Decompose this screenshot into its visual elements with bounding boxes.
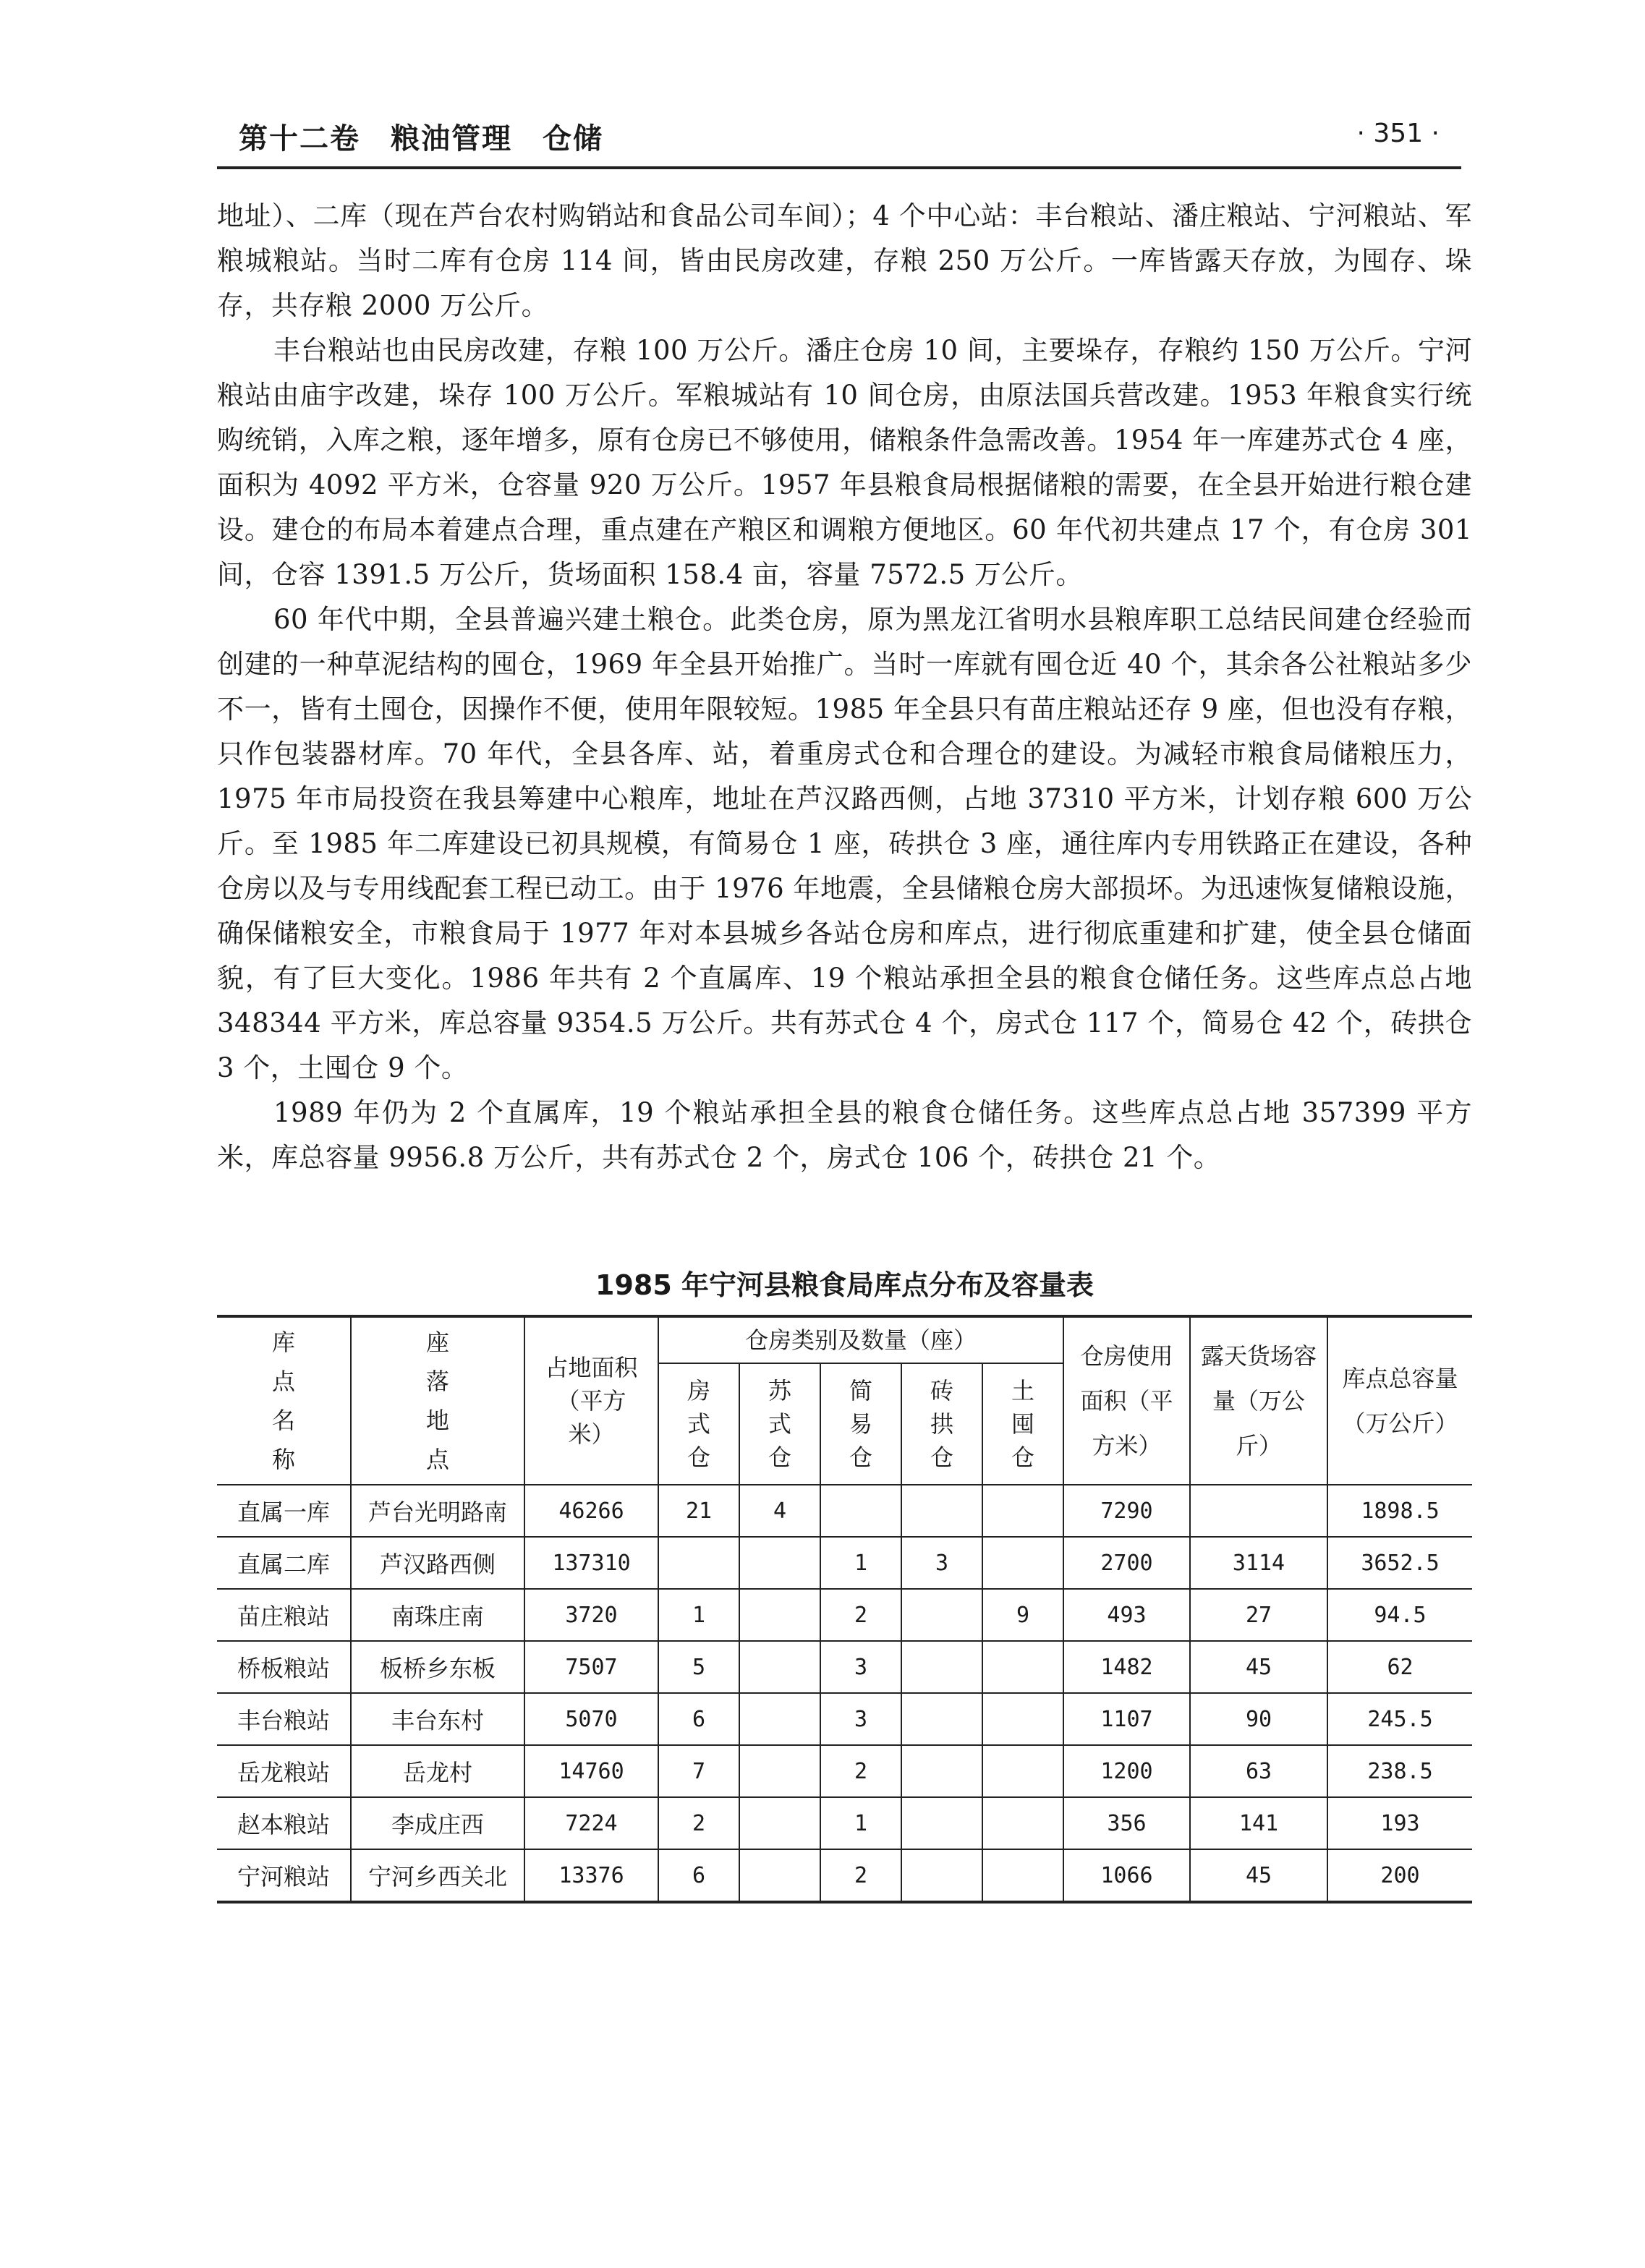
cell-tu (982, 1849, 1063, 1902)
table-row (217, 1485, 1472, 1537)
cell-fang: 5 (658, 1641, 739, 1693)
header-type-fang: 房式仓 (658, 1363, 739, 1485)
cell-area: 7507 (524, 1641, 658, 1693)
cell-location: 岳龙村 (351, 1745, 524, 1797)
header-open-yard: 露天货场容量（万公斤） (1190, 1316, 1327, 1485)
cell-tu (982, 1641, 1063, 1693)
cell-open-yard: 27 (1190, 1589, 1327, 1641)
cell-area: 5070 (524, 1693, 658, 1745)
cell-location: 李成庄西 (351, 1797, 524, 1849)
cell-zhuan (901, 1849, 982, 1902)
cell-location: 宁河乡西关北 (351, 1849, 524, 1902)
header-warehouse-group: 仓房类别及数量（座） (658, 1316, 1063, 1363)
cell-location: 芦台光明路南 (351, 1485, 524, 1537)
cell-name: 直属一库 (217, 1485, 351, 1537)
cell-area: 13376 (524, 1849, 658, 1902)
cell-name: 苗庄粮站 (217, 1589, 351, 1641)
cell-tu (982, 1693, 1063, 1745)
cell-jian: 2 (820, 1589, 901, 1641)
cell-total: 62 (1327, 1641, 1472, 1693)
header-location: 座落地点 (351, 1316, 524, 1485)
body-text (217, 194, 1472, 1180)
cell-zhuan (901, 1641, 982, 1693)
cell-fang: 21 (658, 1485, 739, 1537)
cell-name: 赵本粮站 (217, 1797, 351, 1849)
cell-su (739, 1537, 820, 1589)
cell-zhuan (901, 1693, 982, 1745)
table-row (217, 1589, 1472, 1641)
cell-name: 岳龙粮站 (217, 1745, 351, 1797)
cell-use-area: 493 (1063, 1589, 1190, 1641)
cell-name: 直属二库 (217, 1537, 351, 1589)
paragraph: 丰台粮站也由民房改建，存粮 100 万公斤。潘庄仓房 10 间，主要垛存，存粮约 150 万公斤。宁河粮站由庙宇改建，垛存 100 万公斤。军粮城站有 10 间仓房，由原法国兵营改建。1953 年粮食实行统购统销，入库之粮，逐年增多，原有仓房已不够使用，储粮条件急需改善。1954 年一库建苏式仓 4 座，面积为 4092 平方米，仓容量 920 万公斤。1957 年县粮食局根据储粮的需要，在全县开始进行粮仓建设。建仓的布局本着建点合理，重点建在产粮区和调粮方便地区。60 年代初共建点 17 个，有仓房 301 间，仓容 1391.5 万公斤，货场面积 158.4 亩，容量 7572.5 万公斤。 (217, 335, 1472, 590)
section-title: 第十二卷 粮油管理 仓储 (239, 122, 603, 155)
cell-zhuan (901, 1745, 982, 1797)
cell-area: 3720 (524, 1589, 658, 1641)
header-area: 占地面积（平方米） (524, 1316, 658, 1485)
cell-open-yard: 3114 (1190, 1537, 1327, 1589)
table-row (217, 1693, 1472, 1745)
cell-zhuan (901, 1485, 982, 1537)
cell-open-yard: 45 (1190, 1849, 1327, 1902)
cell-jian: 1 (820, 1537, 901, 1589)
cell-tu (982, 1745, 1063, 1797)
cell-area: 46266 (524, 1485, 658, 1537)
cell-total: 245.5 (1327, 1693, 1472, 1745)
paragraph: 60 年代中期，全县普遍兴建土粮仓。此类仓房，原为黑龙江省明水县粮库职工总结民间建仓经验而创建的一种草泥结构的囤仓，1969 年全县开始推广。当时一库就有囤仓近 40 个，其余各公社粮站多少不一，皆有土囤仓，因操作不便，使用年限较短。1985 年全县只有苗庄粮站还存 9 座，但也没有存粮，只作包装器材库。70 年代，全县各库、站，着重房式仓和合理仓的建设。为减轻市粮食局储粮压力，1975 年市局投资在我县筹建中心粮库，地址在芦汉路西侧，占地 37310 平方米，计划存粮 600 万公斤。至 1985 年二库建设已初具规模，有简易仓 1 座，砖拱仓 3 座，通往库内专用铁路正在建设，各种仓房以及与专用线配套工程已动工。由于 1976 年地震，全县储粮仓房大部损坏。为迅速恢复储粮设施，确保储粮安全，市粮食局于 1977 年对本县城乡各站仓房和库点，进行彻底重建和扩建，使全县仓储面貌，有了巨大变化。1986 年共有 2 个直属库、19 个粮站承担全县的粮食仓储任务。这些库点总占地 348344 平方米，库总容量 9354.5 万公斤。共有苏式仓 4 个，房式仓 117 个，简易仓 42 个，砖拱仓 3 个，土囤仓 9 个。 (217, 604, 1472, 1083)
storage-capacity-table (217, 1315, 1472, 1904)
cell-location: 芦汉路西侧 (351, 1537, 524, 1589)
paragraph: 1989 年仍为 2 个直属库，19 个粮站承担全县的粮食仓储任务。这些库点总占地 357399 平方米，库总容量 9956.8 万公斤，共有苏式仓 2 个，房式仓 106 个，砖拱仓 21 个。 (217, 1097, 1472, 1173)
cell-total: 3652.5 (1327, 1537, 1472, 1589)
cell-open-yard: 141 (1190, 1797, 1327, 1849)
cell-su (739, 1589, 820, 1641)
cell-tu (982, 1485, 1063, 1537)
cell-total: 1898.5 (1327, 1485, 1472, 1537)
header-type-jian: 简易仓 (820, 1363, 901, 1485)
cell-name: 桥板粮站 (217, 1641, 351, 1693)
cell-su (739, 1849, 820, 1902)
cell-total: 193 (1327, 1797, 1472, 1849)
page-header (217, 108, 1461, 169)
cell-tu (982, 1537, 1063, 1589)
header-total: 库点总容量（万公斤） (1327, 1316, 1472, 1485)
header-name: 库点名称 (217, 1316, 351, 1485)
table-row (217, 1797, 1472, 1849)
cell-open-yard: 45 (1190, 1641, 1327, 1693)
cell-total: 238.5 (1327, 1745, 1472, 1797)
table-row (217, 1537, 1472, 1589)
cell-fang: 6 (658, 1849, 739, 1902)
cell-name: 丰台粮站 (217, 1693, 351, 1745)
header-type-su: 苏式仓 (739, 1363, 820, 1485)
header-type-tu: 土囤仓 (982, 1363, 1063, 1485)
cell-su (739, 1641, 820, 1693)
cell-su: 4 (739, 1485, 820, 1537)
cell-tu: 9 (982, 1589, 1063, 1641)
header-type-zhuan: 砖拱仓 (901, 1363, 982, 1485)
cell-name: 宁河粮站 (217, 1849, 351, 1902)
cell-fang: 1 (658, 1589, 739, 1641)
cell-use-area: 7290 (1063, 1485, 1190, 1537)
cell-open-yard: 63 (1190, 1745, 1327, 1797)
cell-jian: 3 (820, 1693, 901, 1745)
cell-use-area: 1482 (1063, 1641, 1190, 1693)
table-row (217, 1849, 1472, 1902)
cell-jian: 3 (820, 1641, 901, 1693)
cell-location: 板桥乡东板 (351, 1641, 524, 1693)
cell-jian (820, 1485, 901, 1537)
table-title: 1985 年宁河县粮食局库点分布及容量表 (595, 1269, 1094, 1301)
cell-fang: 6 (658, 1693, 739, 1745)
cell-zhuan: 3 (901, 1537, 982, 1589)
cell-total: 94.5 (1327, 1589, 1472, 1641)
cell-zhuan (901, 1589, 982, 1641)
cell-su (739, 1745, 820, 1797)
cell-use-area: 1107 (1063, 1693, 1190, 1745)
cell-tu (982, 1797, 1063, 1849)
cell-fang: 2 (658, 1797, 739, 1849)
table-row (217, 1641, 1472, 1693)
table-row (217, 1745, 1472, 1797)
cell-area: 137310 (524, 1537, 658, 1589)
cell-su (739, 1693, 820, 1745)
cell-jian: 1 (820, 1797, 901, 1849)
cell-open-yard (1190, 1485, 1327, 1537)
cell-total: 200 (1327, 1849, 1472, 1902)
cell-fang (658, 1537, 739, 1589)
paragraph: 地址）、二库（现在芦台农村购销站和食品公司车间）；4 个中心站：丰台粮站、潘庄粮站、宁河粮站、军粮城粮站。当时二库有仓房 114 间，皆由民房改建，存粮 250 万公斤。一库皆露天存放，为囤存、垛存，共存粮 2000 万公斤。 (217, 200, 1472, 321)
cell-use-area: 1066 (1063, 1849, 1190, 1902)
cell-jian: 2 (820, 1849, 901, 1902)
cell-location: 丰台东村 (351, 1693, 524, 1745)
cell-open-yard: 90 (1190, 1693, 1327, 1745)
cell-zhuan (901, 1797, 982, 1849)
cell-jian: 2 (820, 1745, 901, 1797)
cell-fang: 7 (658, 1745, 739, 1797)
cell-use-area: 2700 (1063, 1537, 1190, 1589)
cell-location: 南珠庄南 (351, 1589, 524, 1641)
cell-area: 14760 (524, 1745, 658, 1797)
cell-su (739, 1797, 820, 1849)
header-use-area: 仓房使用面积（平方米） (1063, 1316, 1190, 1485)
cell-area: 7224 (524, 1797, 658, 1849)
cell-use-area: 356 (1063, 1797, 1190, 1849)
page-number: · 351 · (1356, 119, 1440, 148)
cell-use-area: 1200 (1063, 1745, 1190, 1797)
